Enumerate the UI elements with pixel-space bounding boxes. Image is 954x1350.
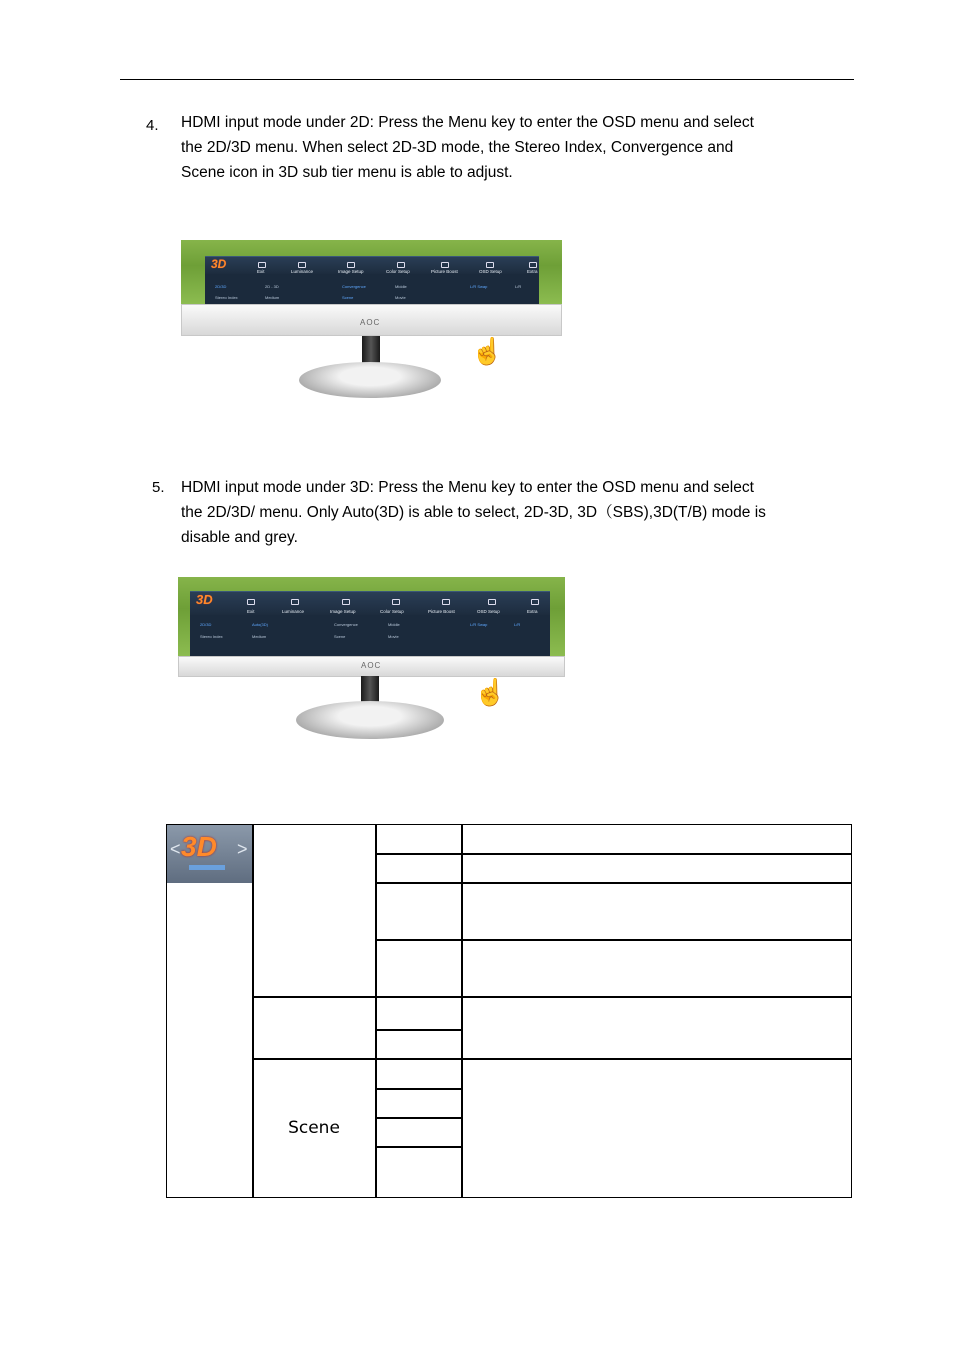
- osd-3d-logo: 3D: [211, 257, 227, 271]
- osd-tab-osd-setup: OSD Setup: [477, 608, 500, 614]
- extra-icon: [529, 262, 537, 268]
- osd-3d-settings-table: [166, 824, 852, 1198]
- item-4-line-1: HDMI input mode under 2D: Press the Menu key to enter the OSD menu and select: [181, 114, 754, 131]
- osd-row1-value3: L/R: [515, 284, 522, 289]
- chevron-left-icon: <: [170, 839, 181, 859]
- item-4-line-2: the 2D/3D menu. When select 2D-3D mode, the Stereo Index, Convergence and: [181, 139, 734, 156]
- osd-tab-picture-boost: Picture Boost: [428, 608, 455, 614]
- osd-row1-label2: Convergence: [334, 622, 358, 627]
- monitor-illustration-2d: [181, 240, 562, 402]
- picture-boost-icon: [441, 262, 449, 268]
- monitor-illustration-3d: [178, 577, 565, 742]
- osd-tab-color-setup: Color Setup: [386, 269, 410, 275]
- monitor-base: [299, 362, 441, 398]
- color-icon: [397, 262, 405, 268]
- osd-tab-osd-setup: OSD Setup: [479, 269, 502, 275]
- osd-tab-exit: Exit: [257, 269, 265, 275]
- osd-menu: [190, 591, 550, 656]
- osd-tab-extra: Extra: [527, 608, 538, 614]
- scene-label: Scene: [288, 1118, 340, 1138]
- osd-3d-logo: 3D: [196, 592, 213, 607]
- osd-tab-color-setup: Color Setup: [380, 608, 404, 614]
- item-4-paragraph: [181, 110, 831, 185]
- monitor-bezel: [178, 656, 565, 677]
- picture-boost-icon: [442, 599, 450, 605]
- brand-logo: AOC: [360, 318, 381, 327]
- osd-row2-value2: Movie: [388, 634, 399, 639]
- monitor-screen: [178, 577, 565, 656]
- item-5-line-3: disable and grey.: [181, 529, 298, 546]
- header-rule: [120, 79, 854, 80]
- sun-icon: [298, 262, 306, 268]
- osd-row1-value: 2D - 3D: [265, 284, 279, 289]
- osd-row1-value3: L/R: [514, 622, 521, 627]
- osd-tab-picture-boost: Picture Boost: [431, 269, 458, 275]
- osd-row1-label: 2D/3D: [200, 622, 212, 627]
- osd-row2-label2: Scene: [334, 634, 346, 639]
- osd-tab-image-setup: Image Setup: [330, 608, 356, 614]
- osd-row2-label2: Scene: [342, 295, 354, 300]
- image-icon: [347, 262, 355, 268]
- osd-setup-icon: [486, 262, 494, 268]
- item-5-paragraph: [181, 475, 831, 550]
- item-5-line-1: HDMI input mode under 3D: Press the Menu key to enter the OSD menu and select: [181, 479, 754, 496]
- pointing-hand-icon: ☝: [471, 336, 504, 366]
- osd-row1-label2: Convergence: [342, 284, 366, 289]
- monitor-screen: [181, 240, 562, 304]
- color-icon: [392, 599, 400, 605]
- image-icon: [342, 599, 350, 605]
- monitor-base: [296, 701, 444, 739]
- item-5-line-2: the 2D/3D/ menu. Only Auto(3D) is able to select, 2D-3D, 3D（SBS),3D(T/B) mode is: [181, 504, 766, 521]
- osd-tab-luminance: Luminance: [291, 269, 314, 275]
- monitor-bezel: [181, 304, 562, 336]
- exit-icon: [258, 262, 266, 268]
- osd-tab-image-setup: Image Setup: [338, 269, 364, 275]
- osd-row1-value2: Middle: [395, 284, 407, 289]
- 3d-menu-thumbnail: [167, 825, 253, 883]
- item-4-line-3: Scene icon in 3D sub tier menu is able to adjust.: [181, 164, 513, 181]
- osd-row1-label: 2D/3D: [215, 284, 227, 289]
- brand-logo: AOC: [361, 661, 382, 670]
- exit-icon: [247, 599, 255, 605]
- osd-3d-logo: 3D: [181, 831, 217, 862]
- osd-menu: [205, 256, 539, 304]
- item-4-number: 4.: [146, 117, 159, 134]
- osd-row2-value: Medium: [265, 295, 280, 300]
- osd-row2-label: Stereo Index: [200, 634, 223, 639]
- osd-row1-label3: L/R Swap: [470, 622, 488, 627]
- osd-tab-luminance: Luminance: [282, 608, 305, 614]
- osd-row2-value: Medium: [252, 634, 267, 639]
- osd-row2-label: Stereo Index: [215, 295, 238, 300]
- osd-setup-icon: [488, 599, 496, 605]
- osd-row1-value: Auto(3D): [252, 622, 269, 627]
- osd-row1-value2: Middle: [388, 622, 400, 627]
- sun-icon: [291, 599, 299, 605]
- osd-row1-label3: L/R Swap: [470, 284, 488, 289]
- extra-icon: [531, 599, 539, 605]
- osd-tab-exit: Exit: [247, 608, 255, 614]
- pointing-hand-icon: ☝: [474, 677, 507, 707]
- item-5-number: 5.: [152, 479, 165, 496]
- chevron-right-icon: >: [237, 839, 248, 859]
- osd-row2-value2: Movie: [395, 295, 406, 300]
- osd-tab-extra: Extra: [527, 269, 538, 275]
